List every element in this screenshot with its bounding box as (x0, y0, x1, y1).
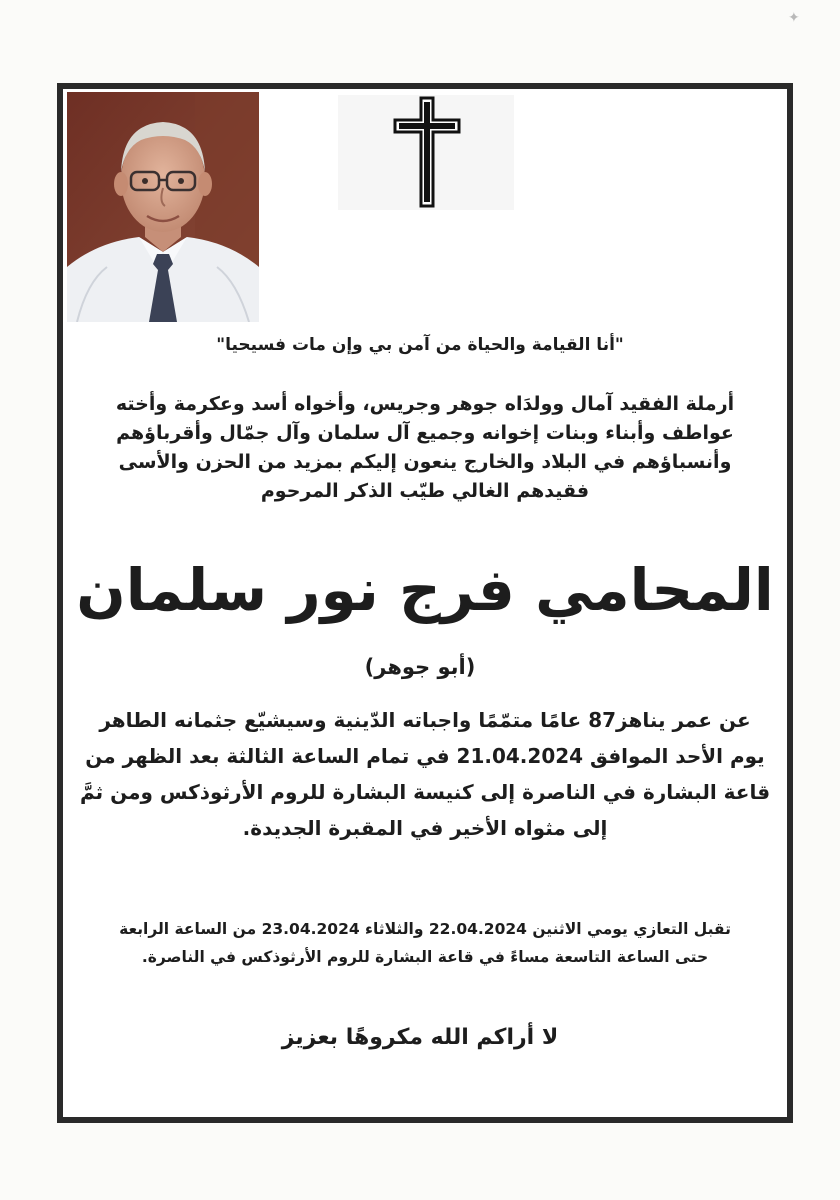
funeral-details (75, 702, 775, 846)
announcement-line: أرملة الفقيد آمال وولدَاه جوهر وجريس، وأخواه أسد وعكرمة وأخته (115, 393, 735, 415)
announcement-paragraph (80, 390, 770, 506)
deceased-nickname: (أبو جوهر) (364, 655, 476, 679)
condolence-line: تقبل التعازي يومي الاثنين 22.04.2024 والثلاثاء 23.04.2024 من الساعة الرابعة (119, 920, 731, 938)
condolence-line: حتى الساعة التاسعة مساءً في قاعة البشارة للروم الأرثوذكس في الناصرة. (141, 948, 709, 966)
deceased-name: المحامي فرج نور سلمان (76, 556, 774, 624)
funeral-line: يوم الأحد الموافق 21.04.2024 في تمام الساعة الثالثة بعد الظهر من (85, 744, 765, 768)
funeral-line: قاعة البشارة في الناصرة إلى كنيسة البشارة للروم الأرثوذكس ومن ثمَّ (79, 780, 771, 804)
closing-phrase: لا أراكم الله مكروهًا بعزيز (281, 1025, 559, 1050)
scan-mark: ✦ (788, 10, 800, 26)
bible-verse: "أنا القيامة والحياة من آمن بي وإن مات فسيحيا" (216, 335, 624, 355)
announcement-line: فقيدهم الغالي طيّب الذكر المرحوم (260, 480, 590, 502)
funeral-line: إلى مثواه الأخير في المقبرة الجديدة. (242, 816, 608, 840)
portrait-photo (67, 92, 259, 322)
cross-icon (393, 96, 461, 208)
announcement-line: وأنسباؤهم في البلاد والخارج ينعون إليكم بمزيد من الحزن والأسى (118, 451, 732, 473)
condolence-details (70, 915, 780, 971)
announcement-line: عواطف وأبناء وبنات إخوانه وجميع آل سلمان وآل جمّال وأقرباؤهم (116, 422, 734, 444)
funeral-line: عن عمر يناهز87 عامًا متمّمًا واجباته الدّينية وسيشيّع جثمانه الطاهر (99, 708, 751, 732)
